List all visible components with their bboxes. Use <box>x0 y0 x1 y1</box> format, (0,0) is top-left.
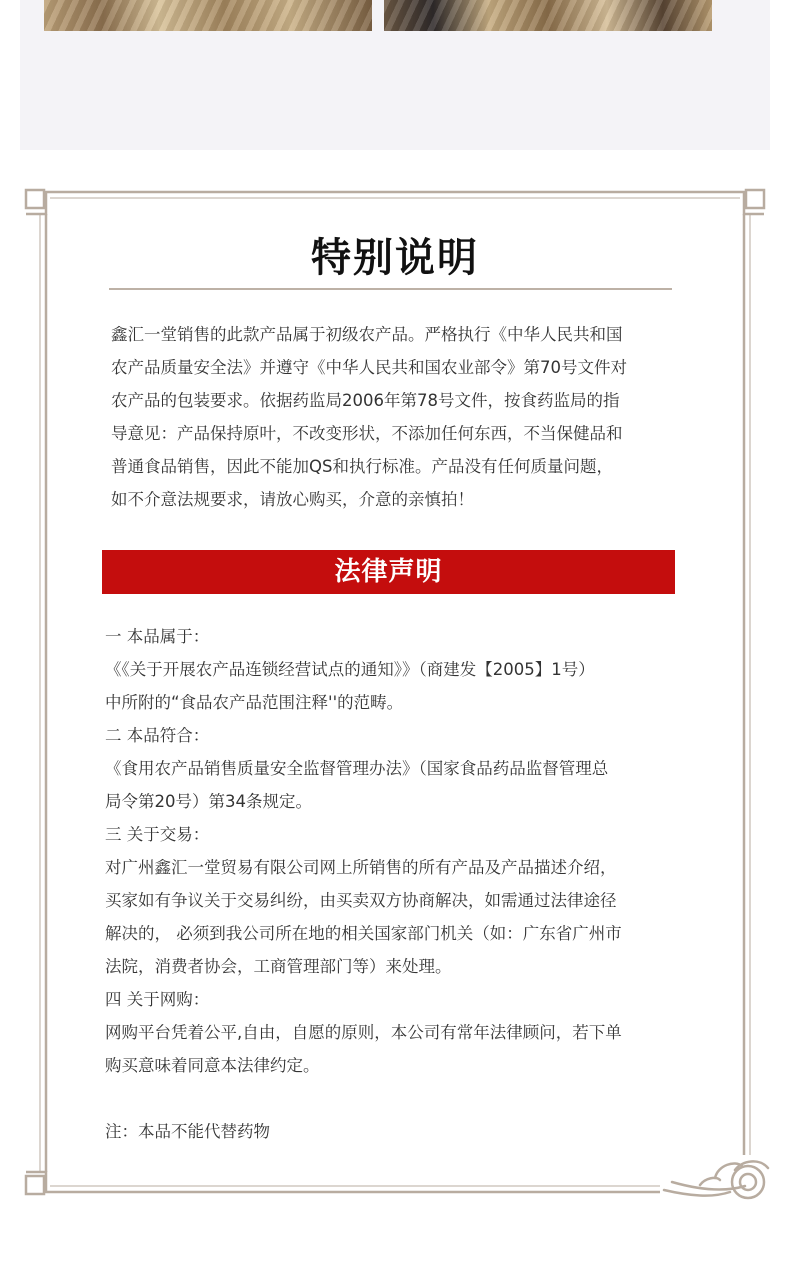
legal-line: 网购平台凭着公平,自由，自愿的原则，本公司有常年法律顾问，若下单 <box>105 1023 622 1042</box>
legal-line: 三 关于交易： <box>105 825 210 844</box>
cloud-ornament-icon <box>664 1161 768 1198</box>
legal-line: 《食用农产品销售质量安全监督管理办法》（国家食品药品监督管理总 <box>105 759 609 778</box>
legal-line: 四 关于网购： <box>105 990 210 1009</box>
corner-ornament-top-left <box>26 190 50 214</box>
legal-line: 对广州鑫汇一堂贸易有限公司网上所销售的所有产品及产品描述介绍， <box>105 858 617 877</box>
legal-line: 买家如有争议关于交易纠纷，由买卖双方协商解决，如需通过法律途径 <box>105 891 617 910</box>
special-notice-line: 农产品质量安全法》并遵守《中华人民共和国农业部令》第70号文件对 <box>111 358 627 377</box>
legal-line: 解决的， 必须到我公司所在地的相关国家部门机关（如：广东省广州市 <box>105 924 622 943</box>
special-notice-title: 特别说明 <box>311 234 479 281</box>
corner-ornament-bottom-left <box>26 1172 50 1194</box>
legal-line: 法院，消费者协会，工商管理部门等）来处理。 <box>105 957 452 976</box>
legal-line: 《《关于开展农产品连锁经营试点的通知》》（商建发【2005】1号） <box>105 660 595 679</box>
special-notice-line: 导意见：产品保持原叶，不改变形状，不添加任何东西，不当保健品和 <box>111 424 623 443</box>
legal-line: 一 本品属于： <box>105 627 210 646</box>
legal-line: 局令第20号）第34条规定。 <box>105 792 312 811</box>
legal-statement-banner: 法律声明 <box>102 550 675 594</box>
corner-ornament-top-right <box>740 190 764 214</box>
special-notice-line: 鑫汇一堂销售的此款产品属于初级农产品。严格执行《中华人民共和国 <box>111 325 623 344</box>
legal-line: 二 本品符合： <box>105 726 210 745</box>
special-notice-line: 农产品的包装要求。依据药监局2006年第78号文件，按食药监局的指 <box>111 391 620 410</box>
legal-note: 注：本品不能代替药物 <box>105 1122 270 1141</box>
special-notice-body <box>111 318 676 516</box>
legal-line: 购买意味着同意本法律约定。 <box>105 1056 320 1075</box>
title-divider <box>109 288 672 290</box>
special-notice-line: 如不介意法规要求，请放心购买，介意的亲慎拍！ <box>111 490 474 509</box>
special-notice-line: 普通食品销售，因此不能加QS和执行标准。产品没有任何质量问题， <box>111 457 613 476</box>
legal-statement-body <box>105 620 675 1148</box>
legal-line: 中所附的“食品农产品范围注释''的范畴。 <box>105 693 404 712</box>
